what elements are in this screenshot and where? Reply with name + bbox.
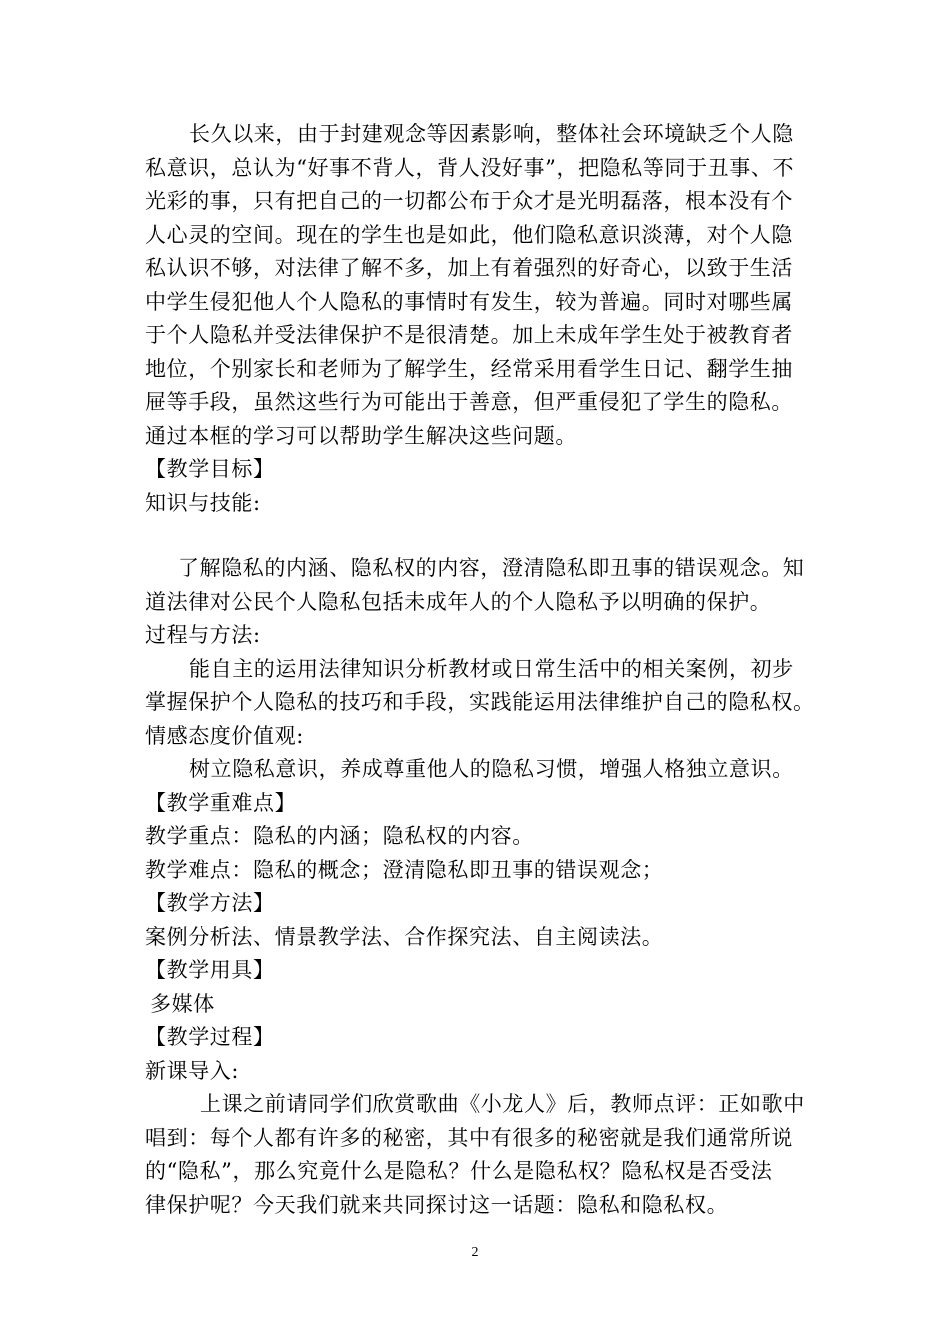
intro-line: 通过本框的学习可以帮助学生解决这些问题。	[145, 423, 577, 448]
attitude-label: 情感态度价值观:	[145, 723, 304, 748]
key-points-heading: 【教学重难点】	[145, 790, 297, 815]
intro-line: 人心灵的空间。现在的学生也是如此，他们隐私意识淡薄，对个人隐	[145, 222, 793, 247]
process-method-line: 掌握保护个人隐私的技巧和手段，实践能运用法律维护自己的隐私权。	[145, 690, 815, 714]
intro-line: 中学生侵犯他人个人隐私的事情时有发生，较为普遍。同时对哪些属	[145, 289, 793, 314]
key-point-line: 教学重点：隐私的内涵；隐私权的内容。	[145, 824, 534, 848]
methods-text: 案例分析法、情景教学法、合作探究法、自主阅读法。	[145, 924, 664, 949]
process-method-line: 能自主的运用法律知识分析教材或日常生活中的相关案例，初步	[189, 656, 794, 681]
process-label: 过程与方法:	[145, 623, 261, 647]
tools-heading: 【教学用具】	[145, 958, 275, 982]
page-number: 2	[471, 1245, 479, 1260]
difficult-point-line: 教学难点：隐私的概念；澄清隐私即丑事的错误观念；	[145, 857, 664, 882]
knowledge-line: 道法律对公民个人隐私包括未成年人的个人隐私予以明确的保护。	[145, 589, 772, 614]
intro-lesson-label: 新课导入:	[145, 1058, 240, 1083]
intro-line: 私意识，总认为“好事不背人，背人没好事”，把隐私等同于丑事、不	[145, 155, 795, 180]
intro-line: 于个人隐私并受法律保护不是很清楚。加上未成年学生处于被教育者	[145, 323, 793, 347]
knowledge-line: 了解隐私的内涵、隐私权的内容，澄清隐私即丑事的错误观念。知	[178, 556, 805, 580]
attitude-line: 树立隐私意识，养成尊重他人的隐私习惯，增强人格独立意识。	[189, 757, 794, 781]
process-heading: 【教学过程】	[145, 1025, 275, 1049]
document-body	[145, 118, 815, 1222]
intro-line: 光彩的事，只有把自己的一切都公布于众才是光明磊落，根本没有个	[145, 189, 793, 213]
intro-line: 地位，个别家长和老师为了解学生，经常采用看学生日记、翻学生抽	[145, 356, 793, 381]
intro-line: 屉等手段，虽然这些行为可能出于善意，但严重侵犯了学生的隐私。	[145, 390, 793, 414]
knowledge-label: 知识与技能:	[145, 490, 261, 515]
objectives-heading: 【教学目标】	[145, 457, 275, 481]
methods-heading: 【教学方法】	[145, 891, 275, 915]
lesson-intro-line: 上课之前请同学们欣赏歌曲《小龙人》后，教师点评：正如歌中	[200, 1092, 805, 1116]
intro-line: 长久以来，由于封建观念等因素影响，整体社会环境缺乏个人隐	[189, 122, 794, 146]
paragraph-gap	[145, 520, 810, 552]
intro-line: 私认识不够，对法律了解不多，加上有着强烈的好奇心，以致于生活	[145, 256, 793, 280]
lesson-intro-line: 唱到：每个人都有许多的秘密，其中有很多的秘密就是我们通常所说	[145, 1125, 793, 1150]
lesson-intro-line: 律保护呢？今天我们就来共同探讨这一话题：隐私和隐私权。	[145, 1192, 729, 1217]
tools-text: 多媒体	[150, 991, 215, 1016]
lesson-intro-line: 的“隐私”，那么究竟什么是隐私？什么是隐私权？隐私权是否受法	[145, 1159, 773, 1183]
